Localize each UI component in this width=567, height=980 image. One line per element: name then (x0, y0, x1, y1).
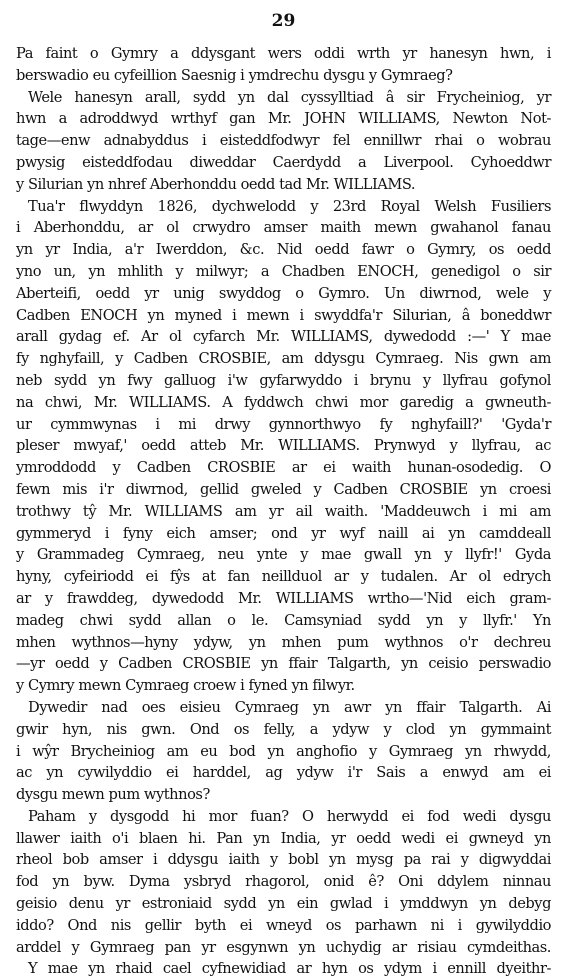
text-line: rheol bob amser i ddysgu iaith y bobl yn mysg pa rai y digwyddai (16, 851, 551, 869)
text-line: y Silurian yn nhref Aberhonddu oedd tad Mr. WILLIAMS. (16, 175, 416, 193)
text-line: trothwy tŷ Mr. WILLIAMS am yr ail waith. 'Maddeuwch i mi am (16, 502, 551, 520)
text-line: i wŷr Brycheiniog am eu bod yn anghofio y Gymraeg yn rhwydd, (16, 742, 551, 760)
text-line: na chwi, Mr. WILLIAMS. A fyddwch chwi mor garedig a gwneuth- (16, 393, 551, 411)
text-line: berswadio eu cyfeillion Saesnig i ymdrechu dysgu y Gymraeg? (16, 66, 453, 84)
text-line: Y mae yn rhaid cael cyfnewidiad ar hyn os ydym i ennill dyeithr- (28, 960, 551, 978)
text-line: y Grammadeg Cymraeg, neu ynte y mae gwall yn y llyfr!' Gyda (16, 546, 551, 564)
text-line: ac yn cywilyddio ei harddel, ag ydyw i'r Sais a enwyd am ei (16, 764, 551, 782)
text-line: hwn a adroddwyd wrthyf gan Mr. JOHN WILLIAMS, Newton Not- (16, 110, 551, 128)
text-line: iddo? Ond nis gellir byth ei wneyd os parhawn ni i gywilyddio (16, 916, 551, 934)
text-line: hyny, cyfeiriodd ei fŷs at fan neillduol ar y tudalen. Ar ol edrych (16, 568, 551, 586)
text-line: —yr oedd y Cadben CROSBIE yn ffair Talgarth, yn ceisio perswadio (16, 655, 551, 673)
text-line: fewn mis i'r diwrnod, gellid gweled y Cadben CROSBIE yn croesi (16, 480, 551, 498)
text-line: arall gydag ef. Ar ol cyfarch Mr. WILLIAMS, dywedodd :—' Y mae (16, 328, 551, 346)
text-line: mhen wythnos—hyny ydyw, yn mhen pum wythnos o'r dechreu (16, 633, 551, 651)
text-line: y Cymry mewn Cymraeg croew i fyned yn filwyr. (16, 677, 355, 695)
text-line: pleser mwyaf,' oedd atteb Mr. WILLIAMS. Prynwyd y llyfrau, ac (16, 437, 551, 455)
text-line: fod yn byw. Dyma ysbryd rhagorol, onid ê? Oni ddylem ninnau (16, 873, 551, 891)
text-line: ur cymmwynas i mi drwy gynnorthwyo fy nghyfaill?' 'Gyda'r (16, 415, 551, 433)
text-line: gwir hyn, nis gwn. Ond os felly, a ydyw y clod yn gymmaint (16, 720, 551, 738)
text-line: ar y frawddeg, dywedodd Mr. WILLIAMS wrtho—'Nid eich gram- (16, 589, 551, 607)
text-line: Aberteifi, oedd yr unig swyddog o Gymro. Un diwrnod, wele y (16, 284, 551, 302)
text-line: tage—enw adnabyddus i eisteddfodwyr fel ennillwr rhai o wobrau (16, 132, 551, 150)
text-line: pwysig eisteddfodau diweddar Caerdydd a Liverpool. Cyhoeddwr (16, 153, 551, 171)
text-line: dysgu mewn pum wythnos? (16, 786, 210, 804)
text-line: Pa faint o Gymry a ddysgant wers oddi wrth yr hanesyn hwn, i (16, 45, 551, 62)
text-line: yn yr India, a'r Iwerddon, &c. Nid oedd fawr o Gymry, os oedd (16, 241, 551, 259)
text-line: Tua'r flwyddyn 1826, dychwelodd y 23rd Royal Welsh Fusiliers (28, 197, 551, 215)
text-line: yno un, yn mhlith y milwyr; a Chadben ENOCH, genedigol o sir (16, 262, 551, 280)
text-line: Cadben ENOCH yn myned i mewn i swyddfa'r Silurian, â boneddwr (16, 306, 551, 324)
text-line: geisio denu yr estroniaid sydd yn ein gwlad i ymddwyn yn debyg (16, 895, 551, 913)
text-line: llawer iaith o'i blaen hi. Pan yn India, yr oedd wedi ei gwneyd yn (16, 829, 551, 847)
text-line: Paham y dysgodd hi mor fuan? O herwydd ei fod wedi dysgu (28, 807, 551, 825)
text-line: fy nghyfaill, y Cadben CROSBIE, am ddysgu Cymraeg. Nis gwn am (16, 350, 551, 368)
text-line: i Aberhonddu, ar ol crwydro amser maith mewn gwahanol fanau (16, 219, 551, 237)
text-line: ymroddodd y Cadben CROSBIE ar ei waith hunan-osodedig. O (16, 459, 551, 477)
text-line: gymmeryd i fyny eich amser; ond yr wyf naill ai yn camddeall (16, 524, 551, 542)
text-line: madeg chwi sydd allan o le. Camsyniad sydd yn y llyfr.' Yn (16, 611, 551, 629)
text-line: arddel y Gymraeg pan yr esgynwn yn uchydig ar risiau cymdeithas. (16, 938, 551, 956)
page-number: 29 (271, 11, 296, 31)
text-line: Wele hanesyn arall, sydd yn dal cyssylltiad â sir Frycheiniog, yr (28, 88, 551, 106)
text-line: Dywedir nad oes eisieu Cymraeg yn awr yn ffair Talgarth. Ai (28, 698, 551, 716)
text-line: neb sydd yn fwy galluog i'w gyfarwyddo i brynu y llyfrau gofynol (16, 371, 551, 389)
page-body-text (16, 43, 551, 980)
